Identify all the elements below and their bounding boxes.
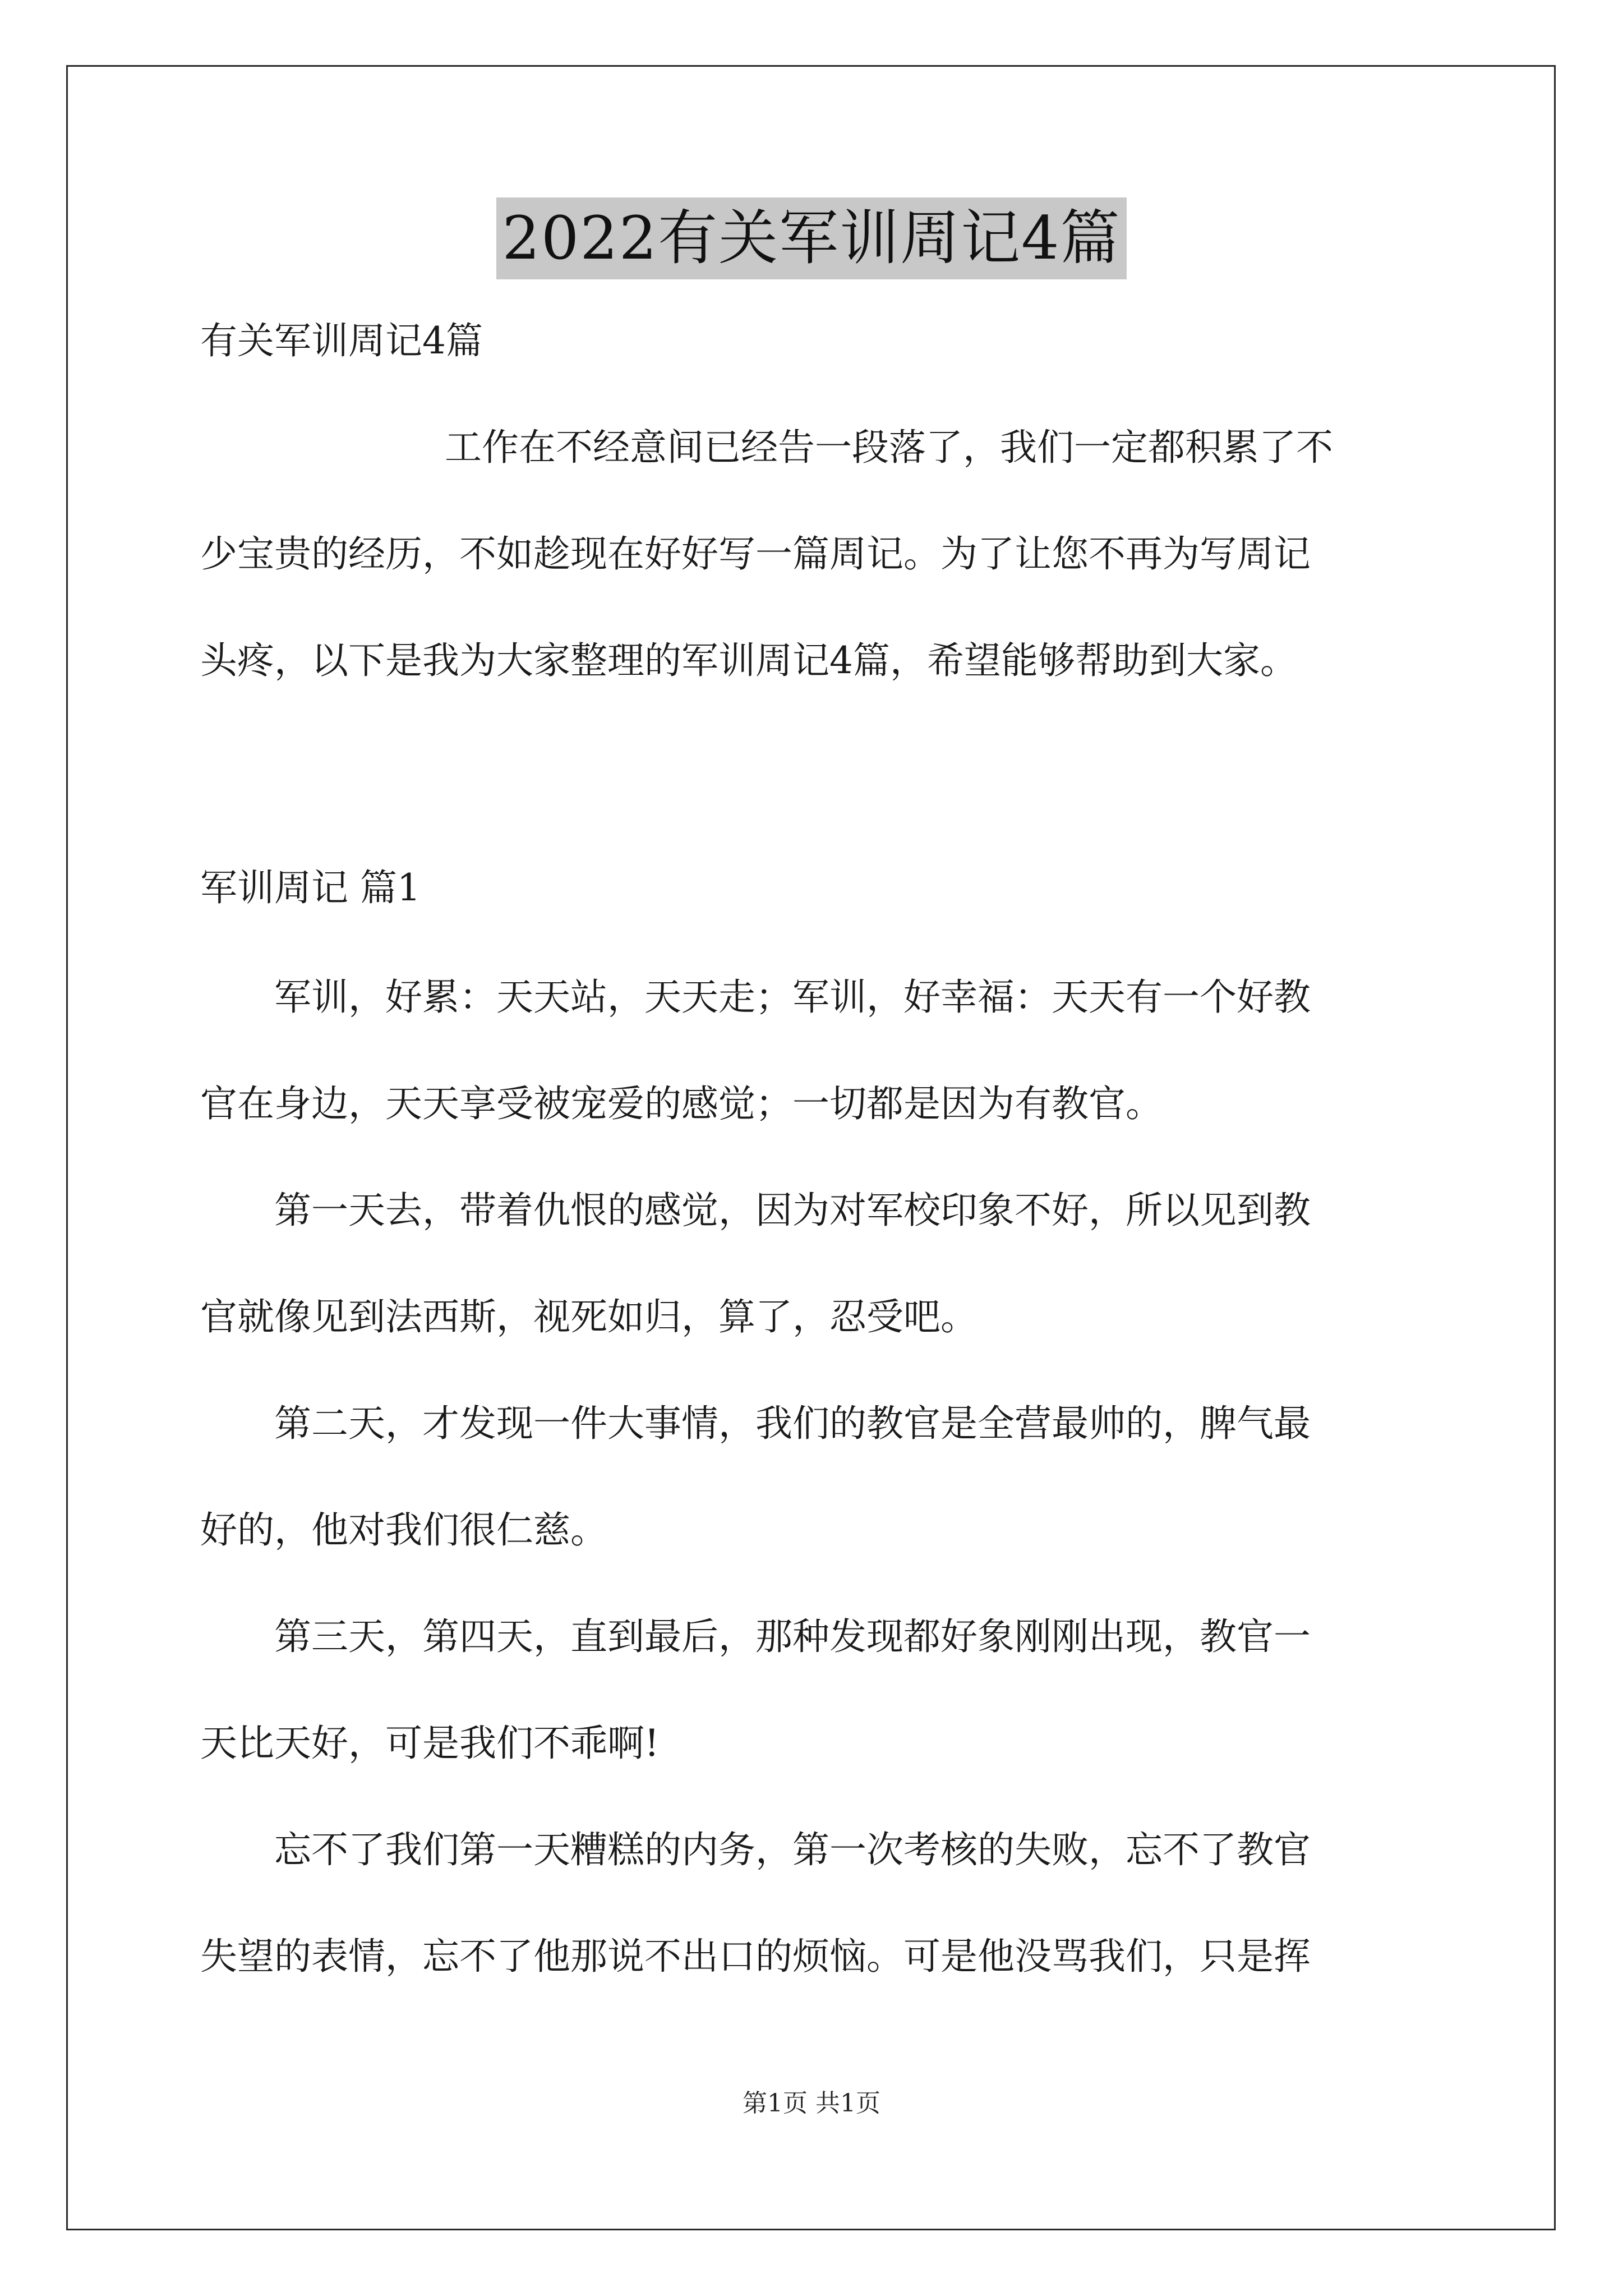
paragraph-line: 失望的表情，忘不了他那说不出口的烦恼。可是他没骂我们，只是挥 — [200, 1935, 1311, 1978]
paragraph-line: 第三天，第四天，直到最后，那种发现都好象刚刚出现，教官一 — [274, 1615, 1311, 1658]
page-footer: 第1页 共1页 — [743, 2089, 880, 2118]
paragraph-line: 好的，他对我们很仁慈。 — [200, 1508, 607, 1552]
intro-line: 少宝贵的经历，不如趁现在好好写一篇周记。为了让您不再为写周记 — [200, 532, 1311, 576]
section-heading: 军训周记 篇1 — [200, 866, 421, 909]
page-border — [66, 65, 1556, 2230]
paragraph-line: 军训，好累：天天站，天天走；军训，好幸福：天天有一个好教 — [274, 976, 1311, 1019]
intro-line: 头疼，以下是我为大家整理的军训周记4篇，希望能够帮助到大家。 — [200, 639, 1297, 682]
paragraph-line: 第二天，才发现一件大事情，我们的教官是全营最帅的，脾气最 — [274, 1402, 1311, 1445]
intro-line: 工作在不经意间已经告一段落了，我们一定都积累了不 — [445, 426, 1333, 469]
document-title: 2022有关军训周记4篇 — [496, 197, 1126, 279]
paragraph-line: 官就像见到法西斯，视死如归，算了，忍受吧。 — [200, 1295, 978, 1338]
paragraph-line: 天比天好，可是我们不乖啊! — [200, 1722, 660, 1765]
paragraph-line: 第一天去，带着仇恨的感觉，因为对军校印象不好，所以见到教 — [274, 1189, 1311, 1232]
paragraph-line: 忘不了我们第一天糟糕的内务，第一次考核的失败，忘不了教官 — [274, 1828, 1311, 1871]
title-container — [0, 197, 1623, 279]
paragraph-line: 官在身边，天天享受被宠爱的感觉；一切都是因为有教官。 — [200, 1082, 1163, 1125]
subtitle: 有关军训周记4篇 — [200, 319, 483, 362]
